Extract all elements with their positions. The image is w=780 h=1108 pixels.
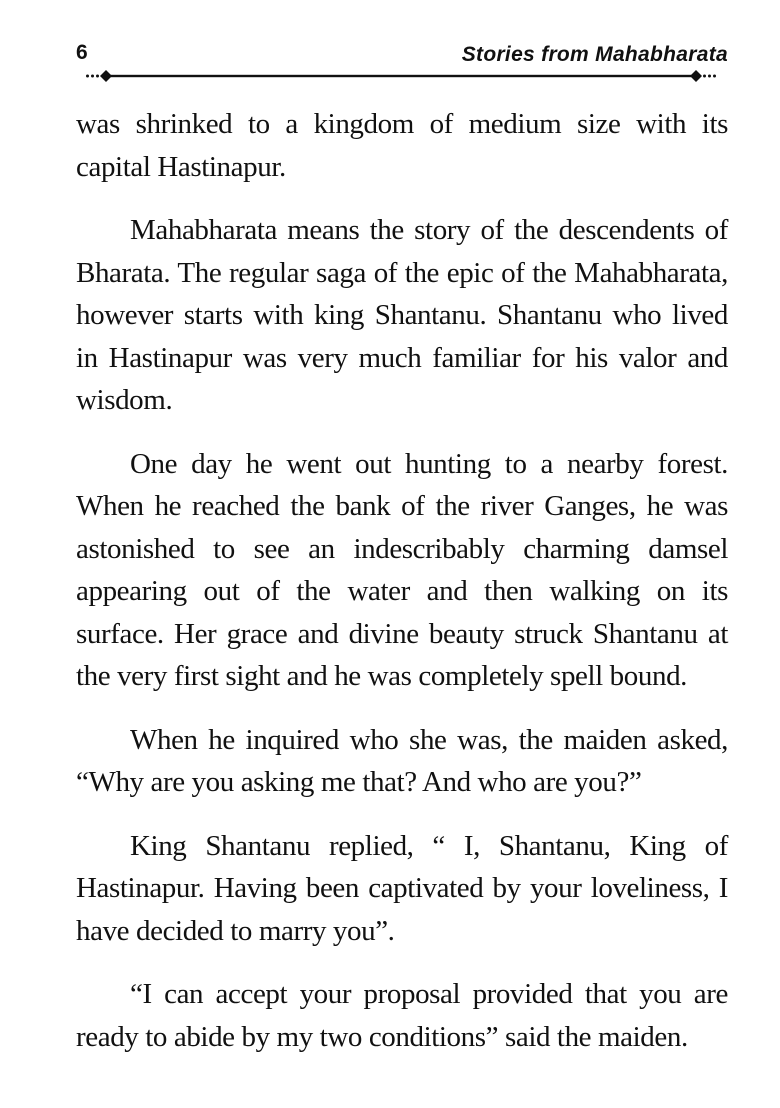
paragraph: King Shantanu replied, “ I, Shantanu, King of Hastinapur. Having been captivated by your loveliness, I have decided to marry you”. [76,829,728,947]
paragraph-continuation: was shrinked to a kingdom of medium size with its capital Hastinapur. [76,108,728,183]
paragraph: One day he went out hunting to a nearby forest. When he reached the bank of the river Ganges, he was astonished to see an indescribably charming damsel appearing out of the water and then walking on its surface. Her grace and divine beauty struck Shantanu at the very first sight and he was completely spell bound. [76,447,728,692]
paragraph: Mahabharata means the story of the descendents of Bharata. The regular saga of the epic of the Mahabharata, however starts with king Shantanu. Shantanu who lived in Hastinapur was very much familiar for his valor and wisdom. [76,214,728,416]
paragraph: When he inquired who she was, the maiden asked, “Why are you asking me that? And who are you?” [76,723,728,798]
page-number: 6 [76,41,88,64]
page-body [76,103,728,1079]
paragraph: “I can accept your proposal provided that you are ready to abide by my two conditions” said the maiden. [76,978,728,1053]
header-ornament-rule [86,68,716,84]
running-title: Stories from Mahabharata [461,43,728,66]
